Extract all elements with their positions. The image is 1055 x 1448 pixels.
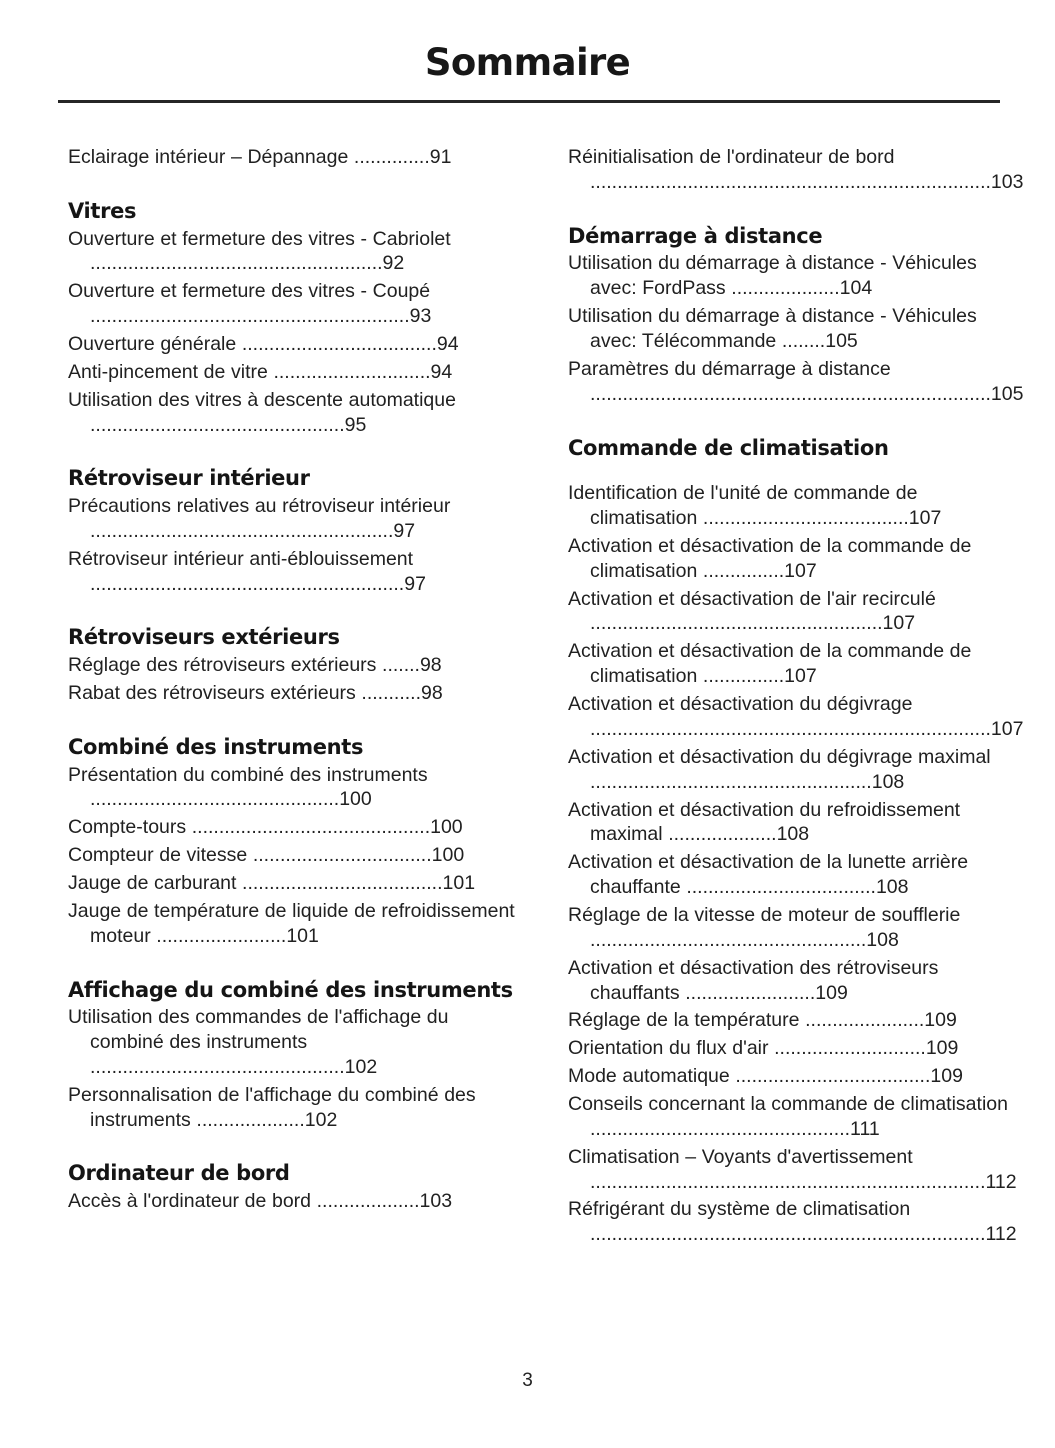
toc-entry[interactable]: Activation et désactivation de l'air recirculé ......................................................107 — [568, 587, 936, 635]
toc-entry[interactable]: Mode automatique ....................................109 — [568, 1065, 963, 1088]
toc-entry[interactable]: Utilisation du démarrage à distance - Véhicules avec: Télécommande ........105 — [568, 305, 977, 352]
toc-entry[interactable]: Activation et désactivation du refroidissement maximal ....................108 — [568, 798, 961, 846]
toc-entry[interactable]: Eclairage intérieur – Dépannage ..............91 — [68, 146, 452, 168]
toc-section-heading: Combiné des instruments — [68, 734, 364, 759]
toc-entry[interactable]: Réglage de la vitesse de moteur de soufflerie ...................................................108 — [568, 903, 961, 951]
toc-entry[interactable]: Rabat des rétroviseurs extérieurs ...........98 — [68, 682, 443, 704]
page-footer — [0, 1370, 1055, 1392]
toc-entry[interactable]: Compteur de vitesse .................................100 — [68, 844, 465, 867]
toc-entry[interactable]: Présentation du combiné des instruments ..............................................100 — [68, 763, 428, 811]
toc-entry[interactable]: Orientation du flux d'air ............................109 — [568, 1037, 959, 1060]
toc-column-right — [568, 103, 1024, 1250]
toc-entry[interactable]: Personnalisation de l'affichage du combiné des instruments ....................102 — [68, 1083, 476, 1131]
toc-entry[interactable]: Utilisation des vitres à descente automatique ...............................................95 — [68, 388, 456, 436]
toc-section-heading: Affichage du combiné des instruments — [68, 977, 513, 1002]
toc-entry[interactable]: Anti-pincement de vitre .............................94 — [68, 360, 453, 383]
toc-entry[interactable]: Ouverture et fermeture des vitres - Coupé ...........................................................93 — [68, 280, 432, 328]
toc-section-heading: Rétroviseurs extérieurs — [68, 625, 340, 650]
toc-entry[interactable]: Réglage de la température ......................109 — [568, 1009, 957, 1032]
toc-entry[interactable]: Activation et désactivation du dégivrage maximal ....................................................108 — [568, 745, 991, 793]
toc-entry[interactable]: Jauge de température de liquide de refroidissement moteur ........................101 — [68, 899, 515, 947]
page-title: Sommaire — [424, 41, 631, 84]
toc-entry[interactable]: Activation et désactivation de la commande de climatisation ...............107 — [568, 640, 972, 688]
toc-entry[interactable]: Compte-tours ............................................100 — [68, 816, 463, 839]
toc-section-heading: Ordinateur de bord — [68, 1161, 290, 1186]
toc-section-heading: Commande de climatisation — [568, 435, 889, 460]
toc-entry[interactable]: Ouverture et fermeture des vitres - Cabriolet ......................................................92 — [68, 227, 451, 275]
toc-entry[interactable]: Activation et désactivation de la commande de climatisation ...............107 — [568, 534, 972, 582]
toc-entry[interactable]: Climatisation – Voyants d'avertissement .........................................................................112 — [568, 1145, 1017, 1193]
toc-entry[interactable]: Activation et désactivation de la lunette arrière chauffante ...................................108 — [568, 851, 969, 899]
toc-entry[interactable]: Utilisation des commandes de l'affichage du combiné des instruments ...............................................102 — [68, 1006, 449, 1078]
toc-entry[interactable]: Utilisation du démarrage à distance - Véhicules avec: FordPass ....................104 — [568, 252, 977, 300]
toc-section-heading: Rétroviseur intérieur — [68, 466, 310, 491]
toc-entry[interactable]: Rétroviseur intérieur anti-éblouissement ..........................................................97 — [68, 547, 426, 595]
toc-columns — [0, 103, 1055, 1250]
page-header — [0, 0, 1055, 84]
toc-entry[interactable]: Activation et désactivation des rétroviseurs chauffants ........................109 — [568, 956, 939, 1004]
toc-entry[interactable]: Réfrigérant du système de climatisation .........................................................................112 — [568, 1198, 1017, 1246]
toc-entry[interactable]: Paramètres du démarrage à distance ..........................................................................105 — [568, 357, 1024, 405]
toc-entry[interactable]: Réinitialisation de l'ordinateur de bord ..........................................................................103 — [568, 146, 1024, 193]
page-number: 3 — [522, 1370, 533, 1391]
toc-entry[interactable]: Accès à l'ordinateur de bord ...................103 — [68, 1190, 453, 1213]
toc-entry[interactable]: Ouverture générale ....................................94 — [68, 332, 459, 355]
toc-entry[interactable]: Activation et désactivation du dégivrage ..........................................................................107 — [568, 693, 1024, 740]
toc-column-left — [68, 103, 520, 1217]
toc-entry[interactable]: Identification de l'unité de commande de climatisation ......................................107 — [568, 482, 942, 530]
toc-entry[interactable]: Réglage des rétroviseurs extérieurs .......98 — [68, 654, 442, 677]
toc-section-heading: Vitres — [68, 198, 137, 223]
toc-section-heading: Démarrage à distance — [568, 223, 823, 248]
toc-entry[interactable]: Jauge de carburant .....................................101 — [68, 871, 476, 894]
toc-entry[interactable]: Conseils concernant la commande de climatisation ................................................111 — [568, 1092, 1008, 1140]
toc-entry[interactable]: Précautions relatives au rétroviseur intérieur ........................................................97 — [68, 495, 451, 542]
